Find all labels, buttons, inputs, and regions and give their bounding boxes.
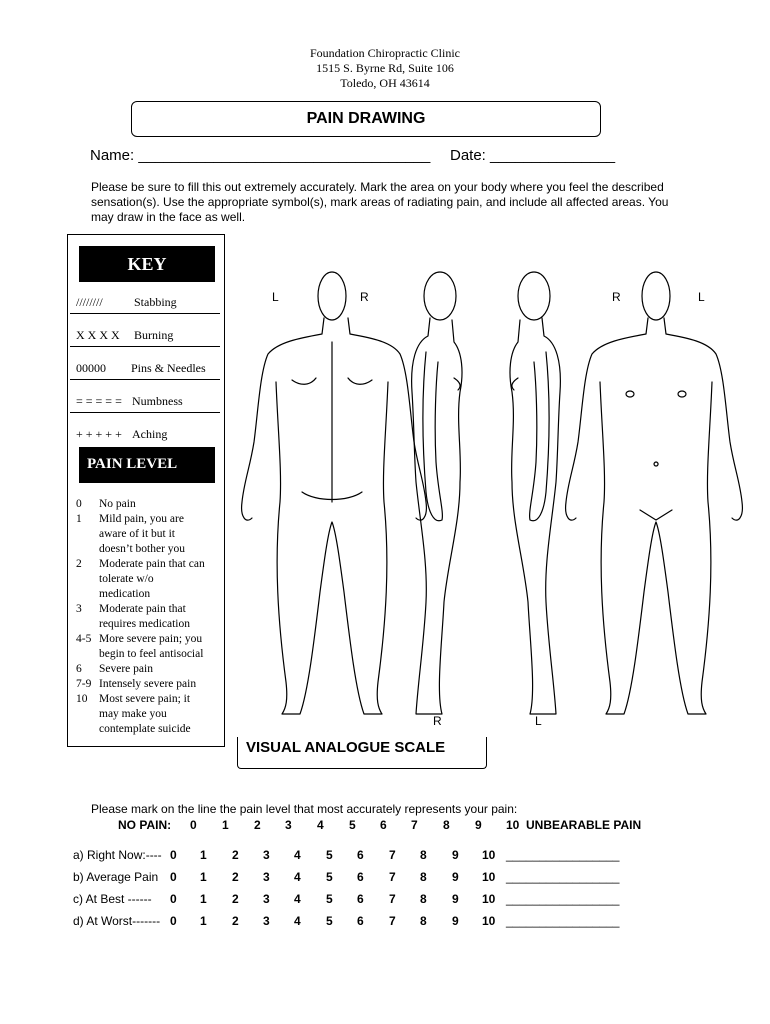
rating-option[interactable]: 1: [200, 914, 207, 928]
key-item: [76, 295, 177, 310]
key-item: [76, 394, 183, 409]
rating-option[interactable]: 0: [170, 892, 177, 906]
rating-option[interactable]: 8: [420, 914, 427, 928]
key-label: Aching: [132, 427, 168, 441]
key-item: [76, 361, 206, 376]
rating-option[interactable]: 7: [389, 848, 396, 862]
label-back-right: R: [360, 290, 369, 304]
rating-option[interactable]: 10: [482, 848, 496, 862]
divider: [70, 412, 220, 413]
rating-option[interactable]: 6: [357, 914, 364, 928]
key-symbol: X X X X: [76, 328, 120, 342]
rating-row-label: b) Average Pain: [73, 870, 159, 884]
rating-option[interactable]: 5: [326, 892, 333, 906]
rating-row-label: c) At Best ------: [73, 892, 152, 906]
page-title: PAIN DRAWING: [131, 101, 601, 137]
rating-blank-line[interactable]: _________________: [506, 892, 620, 906]
key-item: [76, 427, 168, 442]
pain-level-item: 4-5 More severe pain; you begin to feel antisocial: [76, 633, 204, 660]
rating-option[interactable]: 5: [326, 914, 333, 928]
pain-level-title: PAIN LEVEL: [79, 447, 215, 483]
rating-option[interactable]: 9: [452, 914, 459, 928]
rating-option[interactable]: 7: [389, 892, 396, 906]
rating-row[interactable]: [73, 892, 693, 908]
rating-option[interactable]: 4: [294, 870, 301, 884]
pain-level-list: [76, 497, 221, 737]
rating-option[interactable]: 6: [357, 848, 364, 862]
rating-option[interactable]: 8: [420, 892, 427, 906]
rating-row-label: a) Right Now:----: [73, 848, 162, 862]
rating-row[interactable]: [73, 914, 693, 930]
key-label: Numbness: [132, 394, 183, 408]
rating-row-label: d) At Worst-------: [73, 914, 161, 928]
pain-level-item: 10 Most severe pain; it may make you contemplate suicide: [76, 693, 191, 735]
front-view-figure[interactable]: [566, 272, 743, 714]
divider: [70, 379, 220, 380]
clinic-city: Toledo, OH 43614: [340, 76, 430, 90]
rating-option[interactable]: 7: [389, 914, 396, 928]
label-front-left: L: [698, 290, 705, 304]
pain-level-item: 3 Moderate pain that requires medication: [76, 603, 191, 630]
rating-option[interactable]: 3: [263, 914, 270, 928]
rating-option[interactable]: 4: [294, 914, 301, 928]
unbearable-label: 10 UNBEARABLE PAIN: [506, 818, 642, 832]
rating-option[interactable]: 4: [294, 848, 301, 862]
label-side-right: R: [433, 714, 442, 728]
rating-row[interactable]: [73, 848, 693, 864]
rating-option[interactable]: 9: [452, 848, 459, 862]
rating-option[interactable]: 8: [420, 848, 427, 862]
rating-option[interactable]: 5: [326, 848, 333, 862]
rating-option[interactable]: 3: [263, 870, 270, 884]
clinic-name: Foundation Chiropractic Clinic: [310, 46, 460, 60]
clinic-header: [0, 46, 770, 91]
key-item: [76, 328, 174, 343]
label-front-right: R: [612, 290, 621, 304]
rating-option[interactable]: 1: [200, 848, 207, 862]
pain-level-item: 2 Moderate pain that can tolerate w/o medication: [76, 558, 205, 600]
rating-option[interactable]: 8: [420, 870, 427, 884]
rating-option[interactable]: 5: [326, 870, 333, 884]
instructions: Please be sure to fill this out extremely accurately. Mark the area on your body where you feel the described sensation(s). Use the appropriate symbol(s), mark areas of radiating pain, and include all affected areas. You may draw in the face as well.: [91, 180, 669, 224]
side-view-figure[interactable]: [412, 272, 462, 714]
no-pain-label: NO PAIN:: [118, 818, 172, 832]
rating-option[interactable]: 1: [200, 870, 207, 884]
rating-option[interactable]: 0: [170, 848, 177, 862]
clinic-address: 1515 S. Byrne Rd, Suite 106: [316, 61, 454, 75]
rating-row[interactable]: [73, 870, 693, 886]
key-label: Stabbing: [134, 295, 177, 309]
rating-option[interactable]: 6: [357, 892, 364, 906]
rating-option[interactable]: 10: [482, 892, 496, 906]
back-view-figure[interactable]: [242, 272, 427, 714]
side-view-figure[interactable]: [510, 272, 560, 714]
key-title: KEY: [79, 246, 215, 282]
label-side-left: L: [535, 714, 542, 728]
divider: [70, 346, 220, 347]
rating-option[interactable]: 2: [232, 870, 239, 884]
rating-option[interactable]: 9: [452, 870, 459, 884]
rating-blank-line[interactable]: _________________: [506, 914, 620, 928]
date-field[interactable]: Date: _______________: [450, 147, 616, 164]
rating-option[interactable]: 10: [482, 870, 496, 884]
key-label: Pins & Needles: [131, 361, 206, 375]
vas-title: VISUAL ANALOGUE SCALE: [237, 737, 487, 769]
rating-option[interactable]: 0: [170, 914, 177, 928]
rating-blank-line[interactable]: _________________: [506, 870, 620, 884]
body-figures[interactable]: [230, 262, 760, 732]
pain-level-item: 1 Mild pain, you are aware of it but it doesn’t bother you: [76, 513, 186, 555]
rating-option[interactable]: 1: [200, 892, 207, 906]
rating-option[interactable]: 10: [482, 914, 496, 928]
rating-option[interactable]: 0: [170, 870, 177, 884]
key-symbol: = = = = =: [76, 394, 122, 408]
key-label: Burning: [134, 328, 174, 342]
name-field[interactable]: Name: ___________________________________: [90, 147, 431, 164]
key-symbol: + + + + +: [76, 427, 122, 441]
pain-level-item: 7-9 Intensely severe pain: [76, 678, 197, 690]
key-symbol: ////////: [76, 295, 103, 309]
label-back-left: L: [272, 290, 279, 304]
vas-intro: Please mark on the line the pain level that most accurately represents your pain:: [91, 802, 518, 816]
rating-option[interactable]: 9: [452, 892, 459, 906]
rating-blank-line[interactable]: _________________: [506, 848, 620, 862]
rating-option[interactable]: 2: [232, 914, 239, 928]
divider: [70, 313, 220, 314]
pain-level-item: 6 Severe pain: [76, 663, 153, 675]
rating-option[interactable]: 4: [294, 892, 301, 906]
rating-option[interactable]: 6: [357, 870, 364, 884]
vas-scale-header: NO PAIN: 0 1 2 3 4 5 6 7 8 9 10 UNBEARABLE PAIN: [118, 818, 642, 832]
rating-option[interactable]: 3: [263, 848, 270, 862]
rating-option[interactable]: 3: [263, 892, 270, 906]
rating-option[interactable]: 2: [232, 892, 239, 906]
key-symbol: 00000: [76, 361, 106, 375]
pain-level-item: 0 No pain: [76, 498, 136, 510]
rating-option[interactable]: 7: [389, 870, 396, 884]
rating-option[interactable]: 2: [232, 848, 239, 862]
